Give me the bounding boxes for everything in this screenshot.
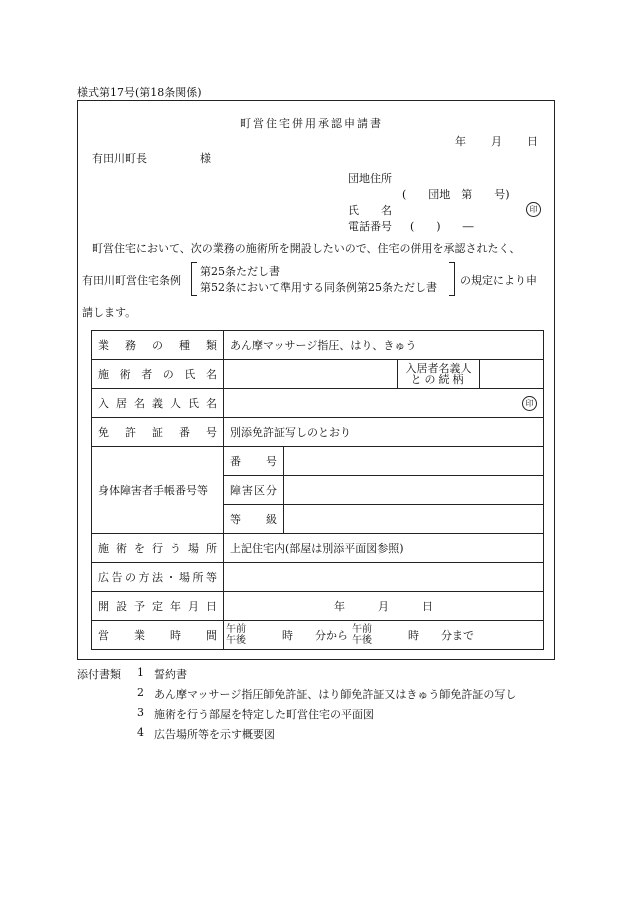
relation-value[interactable]: [480, 360, 544, 389]
relation-label-line2: との続柄: [410, 373, 467, 386]
attachment-no: 4: [137, 726, 144, 739]
danchi-line: ( 団地 第 号): [402, 188, 510, 201]
left-bracket: [191, 262, 197, 296]
attachment-text: 誓約書: [154, 668, 187, 681]
date-month: 月: [491, 135, 502, 148]
body-line2-tail: の規定により申: [460, 274, 537, 287]
practitioner-label: 施術者の氏名: [92, 360, 224, 389]
seal-icon: 印: [526, 202, 541, 217]
application-table: [91, 330, 544, 650]
table-row: [92, 418, 544, 447]
attachment-text: 施術を行う部屋を特定した町営住宅の平面図: [154, 708, 374, 721]
form-id: 様式第17号(第18条関係): [77, 86, 202, 99]
body-line1: 町営住宅において、次の業務の施術所を開設したいので、住宅の併用を承認されたく、: [92, 242, 521, 255]
address-label: 団地住所: [348, 172, 392, 185]
table-row: [92, 389, 544, 418]
table-row: [92, 534, 544, 563]
ad-label: 広告の方法・場所等: [92, 563, 224, 592]
grade-label: 等級: [224, 505, 284, 534]
attachment-text: あん摩マッサージ指圧師免許証、はり師免許証又はきゅう師免許証の写し: [154, 688, 517, 701]
business-type-label: 業務の種類: [92, 331, 224, 360]
date-line: [455, 133, 538, 149]
opening-value: 年 月 日: [224, 592, 544, 621]
clause-1: 第25条ただし書: [200, 265, 280, 278]
category-label: 障害区分: [224, 476, 284, 505]
table-row: [92, 331, 544, 360]
number-value[interactable]: [284, 447, 544, 476]
body-line3: 請します。: [82, 306, 137, 319]
category-value[interactable]: [284, 476, 544, 505]
license-label: 免許証番号: [92, 418, 224, 447]
clause-2: 第52条において準用する同条例第25条ただし書: [200, 281, 437, 294]
hours-until: 分まで: [441, 629, 474, 642]
hours-pm-1: 午後: [226, 635, 246, 646]
hours-am-2: 午前: [352, 624, 372, 635]
ordinance-name: 有田川町営住宅条例: [82, 274, 181, 287]
tenant-label: 入居名義人氏名: [92, 389, 224, 418]
addressee-name: 有田川町長: [92, 152, 147, 165]
hours-am-1: 午前: [226, 624, 246, 635]
tenant-value[interactable]: [224, 389, 544, 418]
seal-icon: 印: [522, 396, 537, 411]
name-label: 氏 名: [348, 204, 392, 217]
table-row: [92, 563, 544, 592]
location-label: 施術を行う場所: [92, 534, 224, 563]
ad-value[interactable]: [224, 563, 544, 592]
hours-label: 営業時間: [92, 621, 224, 650]
opening-label: 開設予定年月日: [92, 592, 224, 621]
practitioner-value[interactable]: [224, 360, 398, 389]
attachment-no: 3: [137, 706, 144, 719]
table-row: [92, 592, 544, 621]
relation-label-line1: 入居者名義人: [405, 362, 472, 375]
attachment-no: 1: [137, 666, 144, 679]
number-label: 番号: [224, 447, 284, 476]
disability-label: 身体障害者手帳番号等: [92, 447, 224, 534]
addressee-honorific: 様: [200, 152, 211, 165]
business-type-value: あん摩マッサージ指圧、はり、きゅう: [224, 331, 544, 360]
table-row: [92, 360, 544, 389]
license-value: 別添免許証写しのとおり: [224, 418, 544, 447]
hours-hour-1: 時: [282, 629, 293, 642]
relation-label: [398, 360, 480, 389]
attachment-no: 2: [137, 686, 144, 699]
table-row: [92, 447, 544, 476]
attachment-text: 広告場所等を示す概要図: [154, 728, 275, 741]
date-day: 日: [527, 135, 538, 148]
hours-value: [224, 621, 544, 650]
hours-hour-2: 時: [408, 629, 419, 642]
date-year: 年: [455, 135, 466, 148]
hours-from: 分から: [315, 629, 348, 642]
hours-pm-2: 午後: [352, 635, 372, 646]
form-title: 町営住宅併用承認申請書: [240, 117, 383, 130]
phone-label: 電話番号: [348, 220, 392, 233]
grade-value[interactable]: [284, 505, 544, 534]
attachments-label: 添付書類: [77, 668, 121, 681]
right-bracket: [449, 262, 455, 296]
phone-format: ( ) ―: [410, 220, 474, 233]
location-value: 上記住宅内(部屋は別添平面図参照): [224, 534, 544, 563]
table-row: [92, 621, 544, 650]
